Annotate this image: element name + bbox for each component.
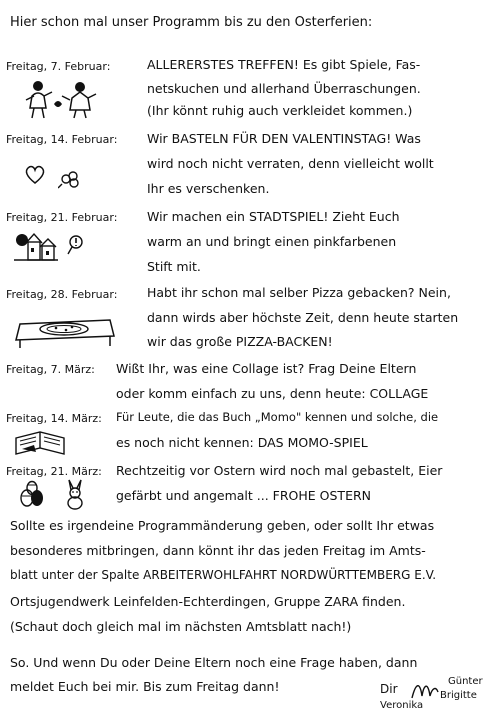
event-1-line-3: (Ihr könnt ruhig auch verkleidet kommen.) [147, 103, 413, 118]
event-date-7: Freitag, 21. März: [6, 465, 102, 478]
flyer-title: Hier schon mal unser Programm bis zu den Osterferien: [10, 15, 373, 30]
notice-line-1: Sollte es irgendeine Programmänderung geben, oder sollt Ihr etwas [10, 518, 435, 533]
book-momo-icon [14, 428, 68, 458]
event-date-2: Freitag, 14. Februar: [6, 133, 118, 146]
easter-eggs-icon [18, 480, 46, 508]
notice-line-3: blatt unter der Spalte ARBEITERWOHLFAHRT NORDWÜRTTEMBERG E.V. [10, 568, 437, 582]
notice-line-2: besonderes mitbringen, dann könnt ihr das jeden Freitag im Amts- [10, 543, 426, 558]
event-2-line-1: Wir BASTELN FÜR DEN VALENTINSTAG! Was [147, 131, 421, 146]
event-1-line-2: netskuchen und allerhand Überraschungen. [147, 81, 421, 96]
signature-dir: Dir [380, 682, 398, 696]
event-3-line-2: warm an und bringt einen pinkfarbenen [147, 234, 397, 249]
children-playing-icon [24, 78, 102, 120]
event-date-5: Freitag, 7. März: [6, 363, 95, 376]
event-4-line-1: Habt ihr schon mal selber Pizza gebacken? Nein, [147, 285, 451, 300]
event-6-line-1: Für Leute, die das Buch „Momo" kennen und solche, die [116, 410, 439, 424]
notice-line-5: (Schaut doch gleich mal im nächsten Amtsblatt nach!) [10, 619, 352, 634]
event-date-1: Freitag, 7. Februar: [6, 60, 111, 73]
event-1-line-1: ALLERERSTES TREFFEN! Es gibt Spiele, Fas- [147, 57, 421, 72]
event-2-line-2: wird noch nicht verraten, denn vielleicht wollt [147, 156, 434, 171]
event-5-line-1: Wißt Ihr, was eine Collage ist? Frag Deine Eltern [116, 361, 417, 376]
signature-name-1: Veronika [380, 700, 424, 711]
signature-name-2: Günter [448, 676, 483, 687]
heart-icon [24, 165, 46, 185]
event-2-line-3: Ihr es verschenken. [147, 181, 270, 196]
event-4-line-2: dann wirds aber höchste Zeit, denn heute starten [147, 310, 459, 325]
event-6-line-2: es noch nicht kennen: DAS MOMO-SPIEL [116, 435, 368, 450]
pizza-on-table-icon [14, 310, 118, 350]
event-date-6: Freitag, 14. März: [6, 412, 102, 425]
map-pin-icon [66, 234, 86, 256]
event-3-line-1: Wir machen ein STADTSPIEL! Zieht Euch [147, 209, 400, 224]
event-7-line-2: gefärbt und angemalt ... FROHE OSTERN [116, 488, 371, 503]
event-date-3: Freitag, 21. Februar: [6, 211, 118, 224]
notice-line-4: Ortsjugendwerk Leinfelden-Echterdingen, Gruppe ZARA finden. [10, 594, 406, 609]
signature-scribble [410, 678, 440, 702]
town-houses-icon [14, 228, 58, 262]
easter-bunny-icon [64, 478, 86, 510]
event-3-line-3: Stift mit. [147, 259, 201, 274]
closing-line-1: So. Und wenn Du oder Deine Eltern noch eine Frage haben, dann [10, 655, 418, 670]
event-4-line-3: wir das große PIZZA-BACKEN! [147, 334, 333, 349]
event-7-line-1: Rechtzeitig vor Ostern wird noch mal gebastelt, Eier [116, 463, 443, 478]
event-5-line-2: oder komm einfach zu uns, denn heute: COLLAGE [116, 386, 429, 401]
closing-line-2: meldet Euch bei mir. Bis zum Freitag dann! [10, 679, 280, 694]
flower-icon [58, 170, 82, 190]
signature-name-3: Brigitte [440, 690, 477, 701]
event-date-4: Freitag, 28. Februar: [6, 288, 118, 301]
